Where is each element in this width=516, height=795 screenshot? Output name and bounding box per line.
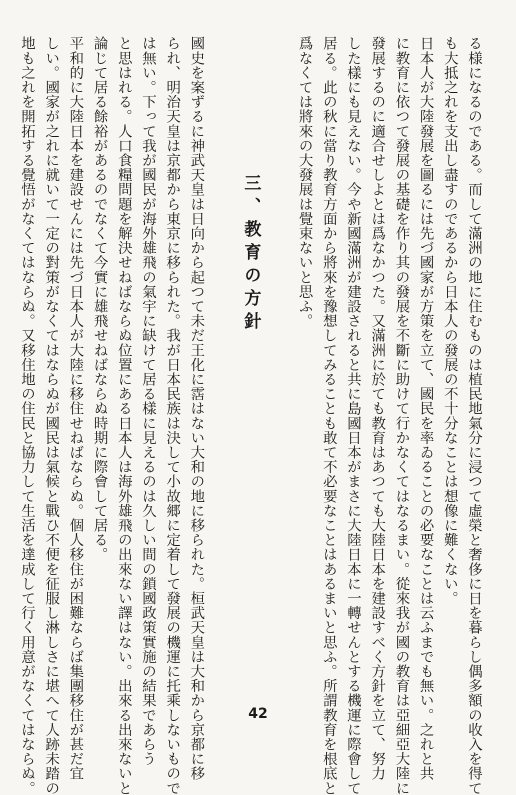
section-gap <box>270 36 292 676</box>
text-line: 地も之れを開拓する覺悟がなくてはならぬ。又移住地の住民と協力して生活を達成して行く用意がなくてはならぬ。 <box>18 36 35 795</box>
text-line: 國史を案ずるに神武天皇は日向から起つて未だ王化に霑はない大和の地に移られた。桓武天皇は大和から京都に移 <box>188 36 205 781</box>
text-line: と思はれる。人口食糧問題を解決せねばならぬ位置にある日本人は海外雄飛の出來ない譯はない。出來る出來ないと <box>115 36 132 795</box>
text-line: 平和的に大陸日本を建設せんには先づ日本人が大陸に移住せねばならぬ。個人移住が困難ならば集團移住が甚だ宜 <box>67 36 84 781</box>
section-heading: 三、教育の方針 <box>240 174 261 335</box>
text-line: る様になるのである。而して滿洲の地に住むものは植民地氣分に浸つて虛榮と奢侈に日を暮らし偶多額の收入を得て <box>466 36 482 795</box>
text-line: も大抵之れを支出し盡すのであるから日本人の發展の不十分なことは想像に難くない。 <box>441 36 458 606</box>
text-line: 論じて居る餘裕があるのでなくて今實に雄飛せねばならぬ時期に際會して居る。 <box>91 36 108 562</box>
text-line: られ、明治天皇は京都から東京に移られた。我が日本民族は決して小故郷に定着して發展の機運に托乘しないもので <box>164 36 181 795</box>
text-line: 居る。此の秋に當り教育方面から將來を豫想してみることも敢て不必要なことはあるまいと思ふ。所謂教育を根底と <box>320 36 337 795</box>
text-line: した樣にも見えない。今や新國滿洲が建設されると共に島國日本がまさに大陸日本に一轉せんとする機運に際會して <box>344 36 361 795</box>
text-line: しい。國家が之れに就いて一定の對策がなくてはならぬが國民は氣候と戰ひ不便を征服し淋しさに堪へて人跡未踏の <box>43 36 60 795</box>
text-line: 爲なくては將來の大發展は覺束ないと思ふ。 <box>296 36 313 328</box>
section-gap <box>208 36 230 676</box>
text-line: 日本人が大陸發展を圖るには先づ國家が方策を立て、國民を率ゐることの必要なことは云ふまでも無い。之れと共 <box>417 36 434 781</box>
page-number: 42 <box>248 706 268 722</box>
text-line: に教育に依つて發展の基礎を作り其の發展を不斷に助けて行かなくてはなるまい。從來我が國の教育は亞細亞大陸に <box>393 36 410 795</box>
text-line: 發展するのに適合せしよとは爲なかつた。又滿洲に於ても教育はあつても大陸日本を建設すべく方針を立て、努力 <box>369 36 386 781</box>
text-line: は無い。下って我が國民が海外雄飛の氣宇に缺けて居る樣に見えるのは久しい間の鎖國政策實施の結果であらう <box>139 36 156 766</box>
